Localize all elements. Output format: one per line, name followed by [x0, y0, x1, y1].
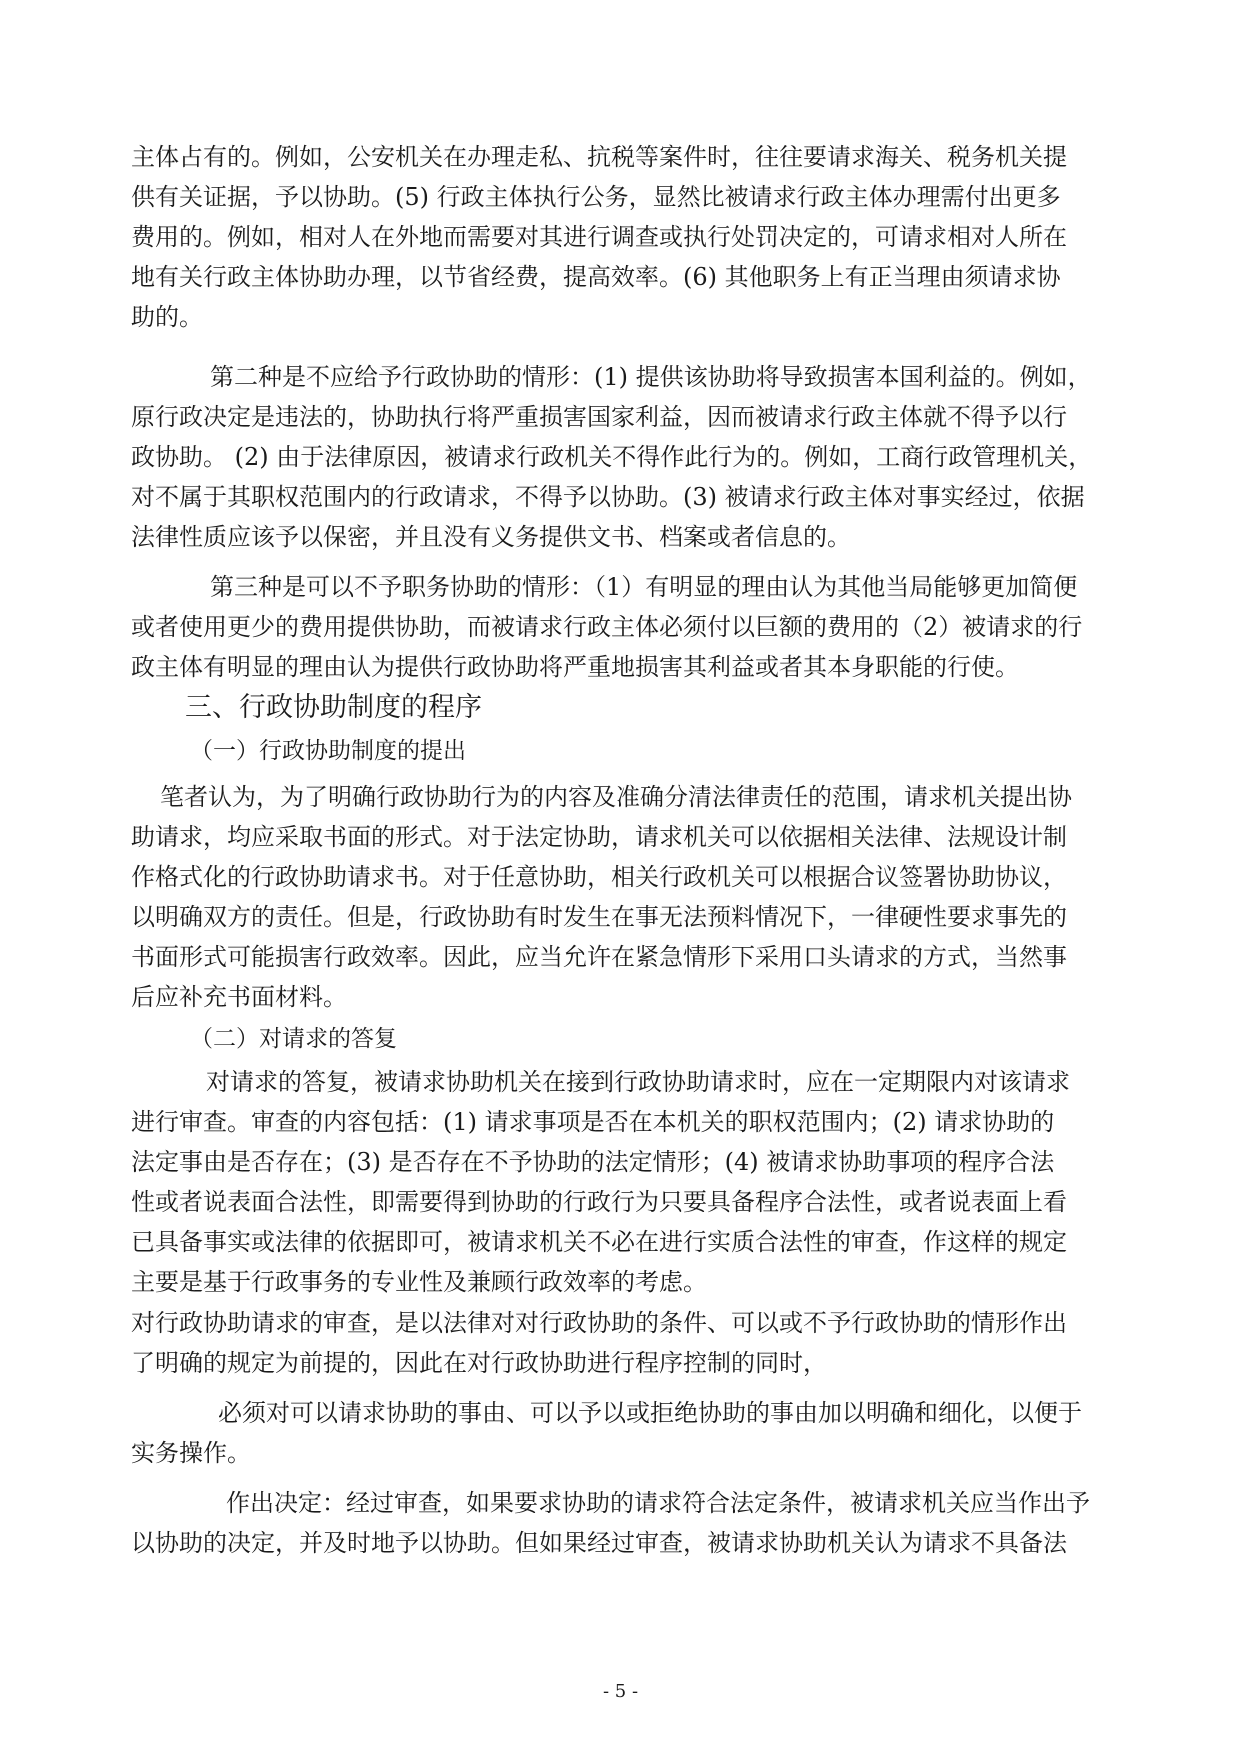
paragraph-line: 主体占有的。例如，公安机关在办理走私、抗税等案件时，往往要请求海关、税务机关提 [131, 143, 1067, 171]
paragraph-line: 对请求的答复，被请求协助机关在接到行政协助请求时，应在一定期限内对该请求 [206, 1068, 1070, 1096]
paragraph-line: 作格式化的行政协助请求书。对于任意协助，相关行政机关可以根据合议签署协助协议， [131, 863, 1067, 891]
page-number: - 5 - [602, 1681, 639, 1702]
paragraph-line: 主要是基于行政事务的专业性及兼顾行政效率的考虑。 [131, 1268, 707, 1296]
paragraph-line: 供有关证据，予以协助。(5) 行政主体执行公务，显然比被请求行政主体办理需付出更多 [131, 183, 1061, 211]
paragraph-line: 以明确双方的责任。但是，行政协助有时发生在事无法预料情况下，一律硬性要求事先的 [131, 903, 1067, 931]
paragraph-line: 第二种是不应给予行政协助的情形：(1) 提供该协助将导致损害本国利益的。例如， [210, 363, 1092, 391]
paragraph-line: 费用的。例如，相对人在外地而需要对其进行调查或执行处罚决定的，可请求相对人所在 [131, 223, 1067, 251]
paragraph-line: 助请求，均应采取书面的形式。对于法定协助，请求机关可以依据相关法律、法规设计制 [131, 823, 1067, 851]
paragraph-line: 地有关行政主体协助办理，以节省经费，提高效率。(6) 其他职务上有正当理由须请求协 [131, 263, 1061, 291]
paragraph-line: 性或者说表面合法性，即需要得到协助的行政行为只要具备程序合法性，或者说表面上看 [131, 1188, 1067, 1216]
paragraph-line: 了明确的规定为前提的，因此在对行政协助进行程序控制的同时， [131, 1349, 827, 1377]
paragraph-line: 进行审查。审查的内容包括：(1) 请求事项是否在本机关的职权范围内；(2) 请求协助的 [131, 1108, 1055, 1136]
paragraph-line: 法律性质应该予以保密，并且没有义务提供文书、档案或者信息的。 [131, 523, 851, 551]
paragraph-line: 法定事由是否存在；(3) 是否存在不予协助的法定情形；(4) 被请求协助事项的程序合法 [131, 1148, 1055, 1176]
paragraph-line: 第三种是可以不予职务协助的情形：（1）有明显的理由认为其他当局能够更加简便 [210, 573, 1078, 601]
paragraph-line: 或者使用更少的费用提供协助，而被请求行政主体必须付以巨额的费用的（2）被请求的行 [131, 613, 1083, 641]
paragraph-line: 对不属于其职权范围内的行政请求，不得予以协助。(3) 被请求行政主体对事实经过，依据 [131, 483, 1085, 511]
section-heading: 三、行政协助制度的程序 [185, 692, 482, 723]
paragraph-line: 作出决定：经过审查，如果要求协助的请求符合法定条件，被请求机关应当作出予 [226, 1489, 1090, 1517]
paragraph-line: 实务操作。 [131, 1439, 251, 1467]
paragraph-line: 以协助的决定，并及时地予以协助。但如果经过审查，被请求协助机关认为请求不具备法 [131, 1529, 1067, 1557]
paragraph-line: 政协助。 (2) 由于法律原因，被请求行政机关不得作此行为的。例如，工商行政管理机关， [131, 443, 1093, 471]
paragraph-line: 必须对可以请求协助的事由、可以予以或拒绝协助的事由加以明确和细化，以便于 [218, 1399, 1082, 1427]
paragraph-line: 笔者认为，为了明确行政协助行为的内容及准确分清法律责任的范围，请求机关提出协 [160, 783, 1072, 811]
subsection-heading: （二）对请求的答复 [190, 1026, 397, 1052]
paragraph-line: 原行政决定是违法的，协助执行将严重损害国家利益，因而被请求行政主体就不得予以行 [131, 403, 1067, 431]
paragraph-line: 对行政协助请求的审查，是以法律对对行政协助的条件、可以或不予行政协助的情形作出 [131, 1309, 1067, 1337]
subsection-heading: （一）行政协助制度的提出 [190, 738, 466, 764]
paragraph-line: 助的。 [131, 303, 203, 331]
paragraph-line: 政主体有明显的理由认为提供行政协助将严重地损害其利益或者其本身职能的行使。 [131, 653, 1019, 681]
paragraph-line: 书面形式可能损害行政效率。因此，应当允许在紧急情形下采用口头请求的方式，当然事 [131, 943, 1067, 971]
paragraph-line: 已具备事实或法律的依据即可，被请求机关不必在进行实质合法性的审查，作这样的规定 [131, 1228, 1067, 1256]
paragraph-line: 后应补充书面材料。 [131, 983, 347, 1011]
